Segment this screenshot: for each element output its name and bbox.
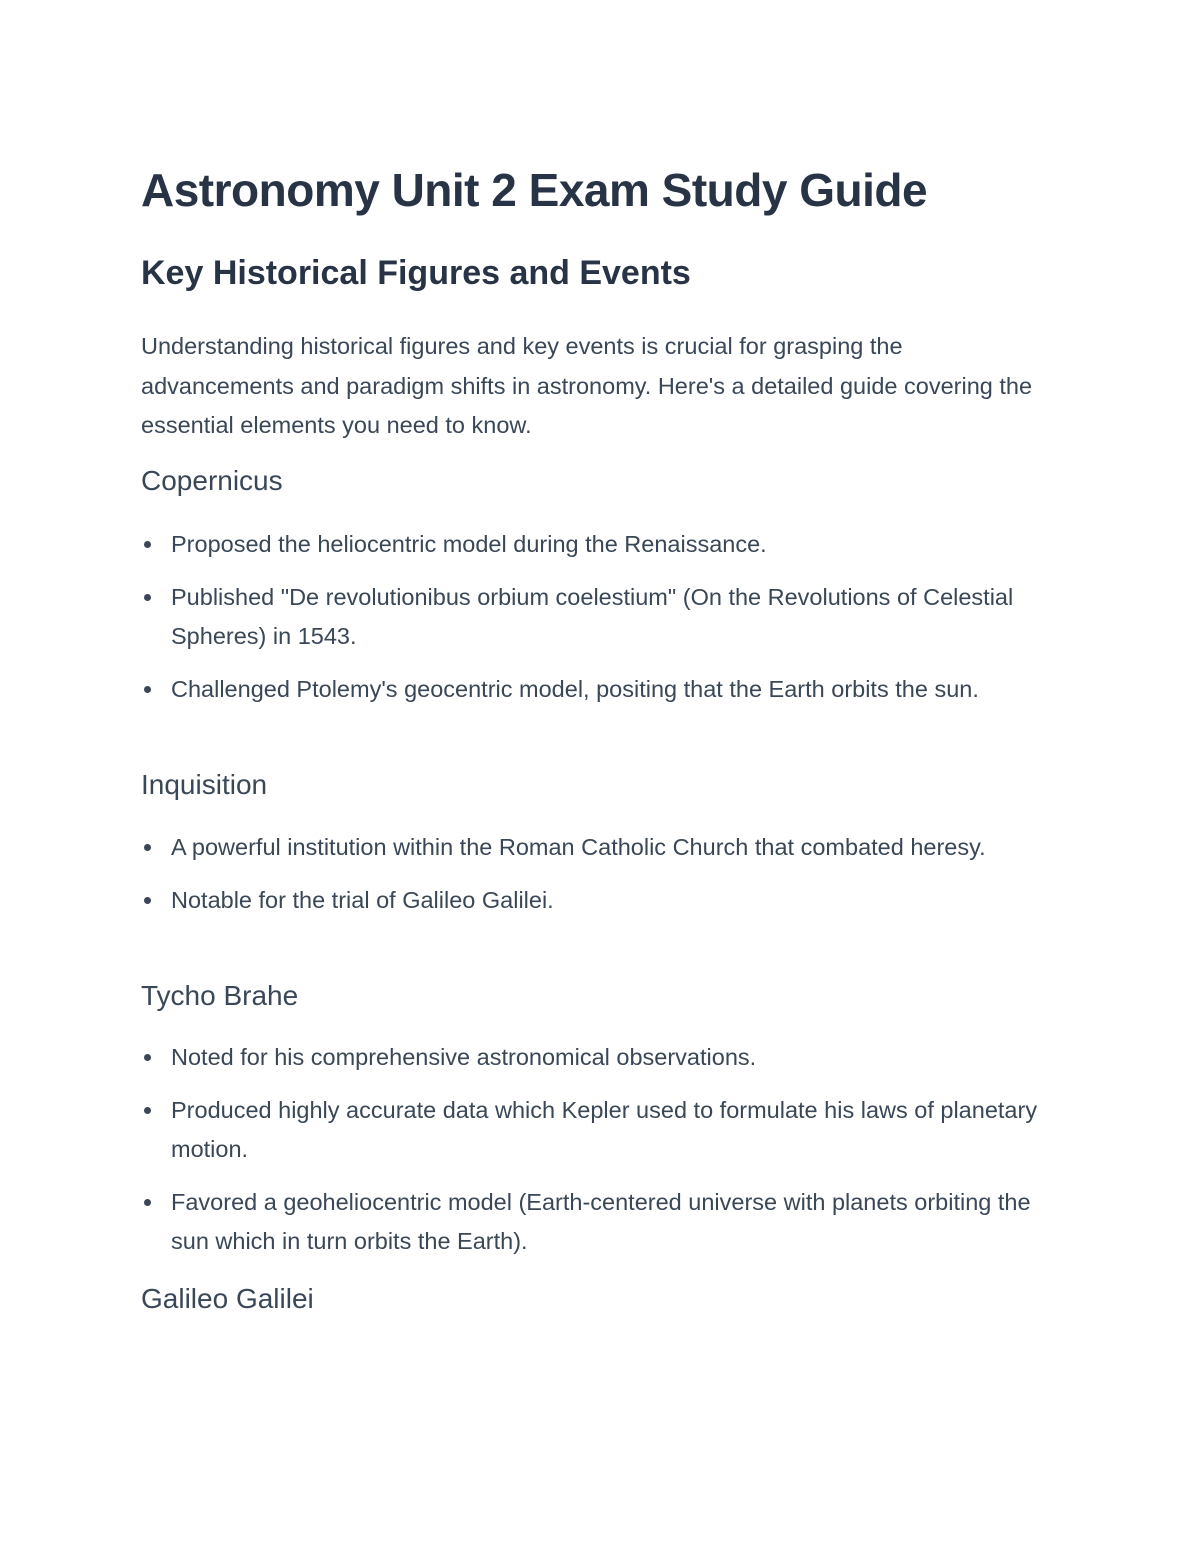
list-item: Challenged Ptolemy's geocentric model, positing that the Earth orbits the sun. xyxy=(141,670,1056,710)
subheading-inquisition: Inquisition xyxy=(141,769,268,800)
subheading-galileo-galilei: Galileo Galilei xyxy=(141,1283,314,1314)
list-item: A powerful institution within the Roman Catholic Church that combated heresy. xyxy=(141,828,1056,868)
intro-paragraph: Understanding historical figures and key events is crucial for grasping the advancements and paradigm shifts in astronomy. Here's a detailed guide covering the essential elements you need to know. xyxy=(141,333,1033,438)
section-heading: Key Historical Figures and Events xyxy=(141,254,691,292)
subheading-tycho-brahe: Tycho Brahe xyxy=(141,980,299,1011)
list-item: Produced highly accurate data which Kepler used to formulate his laws of planetary motion. xyxy=(141,1091,1056,1170)
list-item: Proposed the heliocentric model during the Renaissance. xyxy=(141,525,1056,565)
bullet-list-inquisition xyxy=(141,828,1056,933)
list-item: Notable for the trial of Galileo Galilei. xyxy=(141,881,1056,921)
bullet-list-copernicus xyxy=(141,525,1056,722)
page-title: Astronomy Unit 2 Exam Study Guide xyxy=(141,164,928,216)
list-item: Favored a geoheliocentric model (Earth-centered universe with planets orbiting the sun which in turn orbits the Earth). xyxy=(141,1183,1056,1262)
list-item: Published "De revolutionibus orbium coelestium" (On the Revolutions of Celestial Spheres) in 1543. xyxy=(141,578,1056,657)
list-item: Noted for his comprehensive astronomical observations. xyxy=(141,1038,1056,1078)
subheading-copernicus: Copernicus xyxy=(141,465,283,496)
bullet-list-tycho-brahe xyxy=(141,1038,1056,1275)
